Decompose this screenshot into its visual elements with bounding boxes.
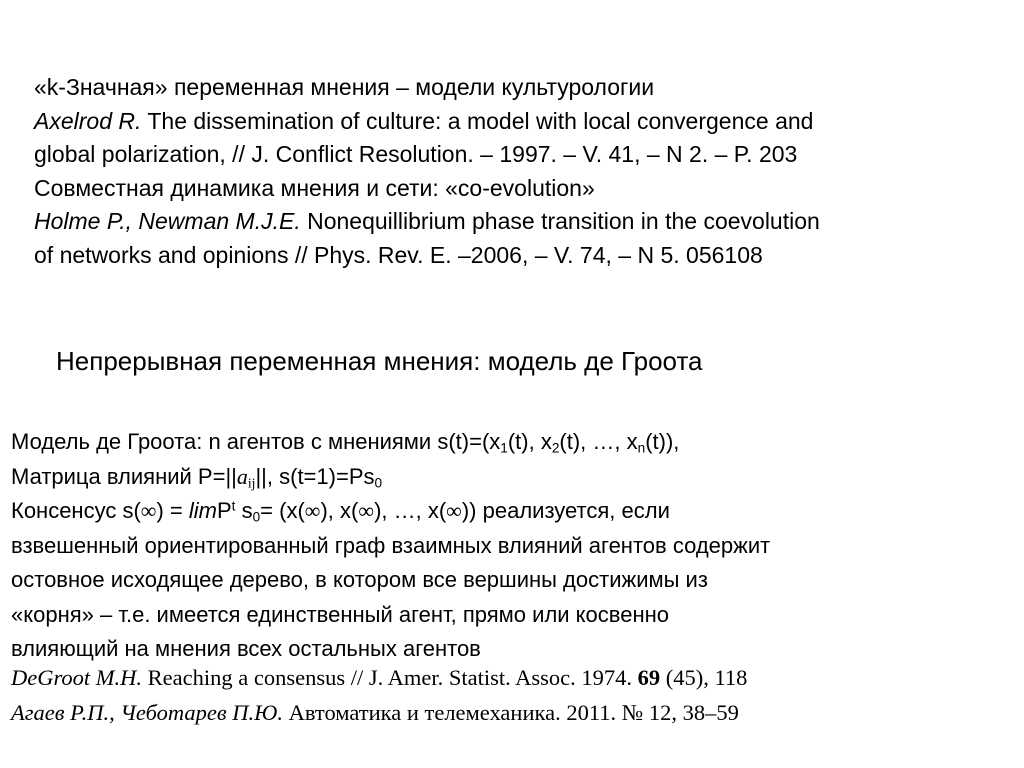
section-heading: Непрерывная переменная мнения: модель де Гроота: [56, 346, 703, 376]
top-text-block: [34, 71, 820, 273]
agaev-authors: Агаев Р.П., Чеботарев П.Ю.: [11, 700, 283, 725]
references-block: [11, 660, 747, 730]
consensus-line: Консенсус s(∞) = limP$^t$ $s_0= (x(\infty)$, x(∞), …, x(∞)) реализуется, если: [11, 498, 670, 525]
degroot-model-block: [11, 425, 770, 667]
holme-title: Nonequillibrium phase transition in the coevolution: [300, 208, 820, 235]
root-agent-line: «корня» – т.е. имеется единственный агент, прямо или косвенно: [11, 601, 670, 627]
axelrod-title: The dissemination of culture: a model with local convergence and: [141, 107, 814, 134]
influence-matrix-line: Матрица влияний $P=||a_{ij}||$, $s(t=1)=Ps_0$: [11, 463, 383, 490]
degroot-reference: DeGroot M.H. Reaching a consensus // J. Amer. Statist. Assoc. 1974. 69 (45), 118: [11, 665, 748, 690]
holme-reference-line-2: of networks and opinions // Phys. Rev. E. –2006, – V. 74, – N 5. 056108: [34, 241, 763, 268]
axelrod-reference-line-2: global polarization, // J. Conflict Resolution. – 1997. – V. 41, – N 2. – P. 203: [34, 141, 798, 168]
infinity-symbol: ∞: [140, 498, 157, 523]
holme-author: Holme P., Newman M.J.E.: [34, 208, 301, 235]
influence-all-line: влияющий на мнения всех остальных агентов: [11, 636, 481, 661]
holme-reference-line-1: [34, 205, 820, 239]
degroot-author: DeGroot M.H.: [11, 665, 143, 690]
graph-condition-line: взвешенный ориентированный граф взаимных влияний агентов содержит: [11, 532, 771, 558]
coevolution-line: Совместная динамика мнения и сети: «co-evolution»: [34, 174, 595, 201]
agaev-reference: Агаев Р.П., Чеботарев П.Ю. Автоматика и телемеханика. 2011. № 12, 38–59: [11, 700, 739, 725]
volume-number: 69: [637, 665, 661, 690]
culturology-models-line: «k-Значная» переменная мнения – модели культурологии: [34, 74, 655, 100]
axelrod-author: Axelrod R.: [34, 107, 142, 134]
model-definition-line: Модель де Гроота: n агентов с мнениями $s(t)=(x_1(t)$, $x_2(t)$, …, $x_n(t)$),: [11, 429, 680, 456]
lim-operator: lim: [188, 498, 217, 523]
axelrod-reference-line-1: [34, 105, 820, 139]
spanning-tree-line: остовное исходящее дерево, в котором все вершины достижимы из: [11, 567, 708, 592]
